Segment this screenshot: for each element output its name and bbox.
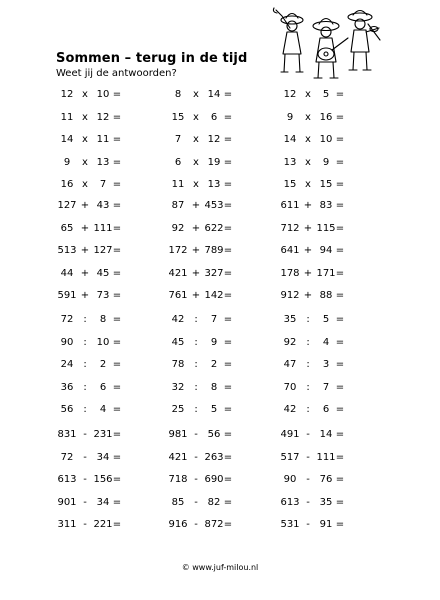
operand-b: 35 bbox=[319, 496, 333, 508]
operand-a: 85 bbox=[171, 496, 185, 508]
operator-divide: : bbox=[194, 381, 198, 393]
operand-a: 14 bbox=[60, 134, 74, 145]
operator-divide: : bbox=[83, 404, 87, 415]
operator-minus: - bbox=[306, 474, 310, 485]
equals-sign: = bbox=[223, 381, 233, 393]
exercise-row bbox=[0, 267, 440, 281]
equals-sign: = bbox=[335, 111, 345, 123]
operand-a: 611 bbox=[280, 200, 300, 211]
operand-a: 24 bbox=[60, 359, 74, 370]
operand-b: 34 bbox=[96, 451, 110, 463]
operand-b: 9 bbox=[322, 156, 330, 168]
operator-divide: : bbox=[194, 404, 198, 415]
operand-a: 712 bbox=[280, 222, 300, 234]
equals-sign: = bbox=[335, 474, 345, 485]
equals-sign: = bbox=[335, 336, 345, 348]
operand-a: 178 bbox=[280, 267, 300, 279]
operand-a: 7 bbox=[174, 134, 182, 145]
operand-a: 42 bbox=[171, 314, 185, 325]
operand-b: 789 bbox=[204, 245, 224, 256]
exercise-row bbox=[0, 178, 440, 192]
equals-sign: = bbox=[223, 519, 233, 530]
equals-sign: = bbox=[223, 156, 233, 168]
exercise-row bbox=[0, 313, 440, 327]
operand-b: 76 bbox=[319, 474, 333, 485]
equals-sign: = bbox=[335, 359, 345, 370]
equals-sign: = bbox=[223, 200, 233, 211]
operand-b: 7 bbox=[322, 381, 330, 393]
equals-sign: = bbox=[223, 336, 233, 348]
operator-times: x bbox=[305, 111, 311, 123]
equals-sign: = bbox=[335, 245, 345, 256]
equals-sign: = bbox=[112, 474, 122, 485]
operator-plus: + bbox=[80, 267, 90, 279]
equals-sign: = bbox=[112, 359, 122, 370]
worksheet-subtitle: Weet jij de antwoorden? bbox=[56, 68, 177, 79]
operand-b: 3 bbox=[322, 359, 330, 370]
operand-b: 221 bbox=[93, 519, 113, 530]
operand-a: 421 bbox=[168, 267, 188, 279]
operand-a: 90 bbox=[283, 474, 297, 485]
operand-b: 11 bbox=[96, 134, 110, 145]
operand-b: 6 bbox=[210, 111, 218, 123]
operand-b: 6 bbox=[99, 381, 107, 393]
operand-a: 12 bbox=[60, 89, 74, 100]
operand-b: 10 bbox=[96, 336, 110, 348]
equals-sign: = bbox=[223, 404, 233, 415]
equals-sign: = bbox=[223, 245, 233, 256]
equals-sign: = bbox=[223, 474, 233, 485]
operator-divide: : bbox=[306, 314, 310, 325]
operator-divide: : bbox=[194, 359, 198, 370]
operator-divide: : bbox=[306, 359, 310, 370]
equals-sign: = bbox=[112, 222, 122, 234]
operand-b: 4 bbox=[322, 336, 330, 348]
exercise-row bbox=[0, 199, 440, 213]
operand-a: 16 bbox=[60, 179, 74, 190]
operator-minus: - bbox=[194, 451, 198, 463]
operand-b: 127 bbox=[93, 245, 113, 256]
operand-a: 901 bbox=[57, 496, 77, 508]
exercise-row bbox=[0, 496, 440, 510]
operand-a: 591 bbox=[57, 290, 77, 301]
operand-a: 9 bbox=[286, 111, 294, 123]
exercise-row bbox=[0, 244, 440, 258]
operand-a: 718 bbox=[168, 474, 188, 485]
operand-b: 690 bbox=[204, 474, 224, 485]
equals-sign: = bbox=[335, 267, 345, 279]
operand-b: 10 bbox=[96, 89, 110, 100]
operand-a: 13 bbox=[283, 156, 297, 168]
operator-minus: - bbox=[194, 474, 198, 485]
operand-a: 87 bbox=[171, 200, 185, 211]
operand-b: 56 bbox=[207, 429, 221, 440]
operator-minus: - bbox=[194, 429, 198, 440]
operand-b: 5 bbox=[322, 314, 330, 325]
operator-times: x bbox=[305, 179, 311, 190]
equals-sign: = bbox=[335, 404, 345, 415]
operand-b: 7 bbox=[99, 179, 107, 190]
operator-times: x bbox=[305, 156, 311, 168]
operator-times: x bbox=[193, 179, 199, 190]
equals-sign: = bbox=[223, 222, 233, 234]
operand-b: 5 bbox=[210, 404, 218, 415]
operand-b: 12 bbox=[96, 111, 110, 123]
exercise-row bbox=[0, 358, 440, 372]
equals-sign: = bbox=[335, 451, 345, 463]
operand-b: 91 bbox=[319, 519, 333, 530]
operator-plus: + bbox=[191, 222, 201, 234]
operand-a: 36 bbox=[60, 381, 74, 393]
exercise-row bbox=[0, 403, 440, 417]
equals-sign: = bbox=[223, 89, 233, 100]
operand-b: 142 bbox=[204, 290, 224, 301]
operand-b: 156 bbox=[93, 474, 113, 485]
equals-sign: = bbox=[112, 245, 122, 256]
operand-a: 90 bbox=[60, 336, 74, 348]
equals-sign: = bbox=[223, 290, 233, 301]
operator-times: x bbox=[82, 179, 88, 190]
operand-a: 11 bbox=[60, 111, 74, 123]
exercise-row bbox=[0, 88, 440, 102]
operator-times: x bbox=[305, 134, 311, 145]
operand-b: 4 bbox=[99, 404, 107, 415]
operand-b: 43 bbox=[96, 200, 110, 211]
operator-times: x bbox=[82, 134, 88, 145]
operand-a: 78 bbox=[171, 359, 185, 370]
equals-sign: = bbox=[112, 290, 122, 301]
operand-a: 517 bbox=[280, 451, 300, 463]
operand-a: 32 bbox=[171, 381, 185, 393]
equals-sign: = bbox=[112, 429, 122, 440]
operand-a: 25 bbox=[171, 404, 185, 415]
operator-minus: - bbox=[306, 451, 310, 463]
operand-a: 761 bbox=[168, 290, 188, 301]
operator-divide: : bbox=[306, 404, 310, 415]
operator-times: x bbox=[193, 111, 199, 123]
operator-divide: : bbox=[194, 314, 198, 325]
operand-b: 2 bbox=[210, 359, 218, 370]
equals-sign: = bbox=[112, 451, 122, 463]
operator-plus: + bbox=[191, 200, 201, 211]
operand-a: 172 bbox=[168, 245, 188, 256]
operator-plus: + bbox=[303, 200, 313, 211]
operator-times: x bbox=[82, 156, 88, 168]
operand-a: 981 bbox=[168, 429, 188, 440]
worksheet-header bbox=[56, 51, 247, 79]
operand-a: 15 bbox=[171, 111, 185, 123]
operand-a: 12 bbox=[283, 89, 297, 100]
operand-a: 127 bbox=[57, 200, 77, 211]
operand-a: 92 bbox=[171, 222, 185, 234]
equals-sign: = bbox=[112, 267, 122, 279]
operand-a: 613 bbox=[57, 474, 77, 485]
operator-times: x bbox=[193, 89, 199, 100]
operator-minus: - bbox=[194, 519, 198, 530]
operand-b: 327 bbox=[204, 267, 224, 279]
operand-a: 47 bbox=[283, 359, 297, 370]
operator-divide: : bbox=[306, 381, 310, 393]
exercise-row bbox=[0, 156, 440, 170]
operand-a: 15 bbox=[283, 179, 297, 190]
operator-divide: : bbox=[83, 336, 87, 348]
operator-divide: : bbox=[83, 381, 87, 393]
equals-sign: = bbox=[335, 429, 345, 440]
equals-sign: = bbox=[335, 519, 345, 530]
operand-b: 115 bbox=[316, 222, 336, 234]
equals-sign: = bbox=[112, 200, 122, 211]
operand-a: 11 bbox=[171, 179, 185, 190]
operand-b: 15 bbox=[319, 179, 333, 190]
equals-sign: = bbox=[223, 134, 233, 145]
operand-b: 16 bbox=[319, 111, 333, 123]
operand-b: 8 bbox=[99, 314, 107, 325]
equals-sign: = bbox=[335, 496, 345, 508]
operand-b: 622 bbox=[204, 222, 224, 234]
operand-a: 56 bbox=[60, 404, 74, 415]
operand-a: 531 bbox=[280, 519, 300, 530]
operand-a: 9 bbox=[63, 156, 71, 168]
operand-a: 45 bbox=[171, 336, 185, 348]
operand-a: 14 bbox=[283, 134, 297, 145]
operator-plus: + bbox=[303, 222, 313, 234]
operand-a: 912 bbox=[280, 290, 300, 301]
operand-b: 111 bbox=[316, 451, 336, 463]
equals-sign: = bbox=[112, 381, 122, 393]
operand-b: 14 bbox=[207, 89, 221, 100]
operand-a: 42 bbox=[283, 404, 297, 415]
operand-b: 6 bbox=[322, 404, 330, 415]
equals-sign: = bbox=[223, 429, 233, 440]
exercise-row bbox=[0, 336, 440, 350]
operator-minus: - bbox=[194, 496, 198, 508]
operand-b: 13 bbox=[207, 179, 221, 190]
exercise-row bbox=[0, 222, 440, 236]
operand-b: 13 bbox=[96, 156, 110, 168]
operator-times: x bbox=[193, 134, 199, 145]
equals-sign: = bbox=[223, 359, 233, 370]
operand-a: 72 bbox=[60, 314, 74, 325]
exercise-row bbox=[0, 133, 440, 147]
operand-b: 231 bbox=[93, 429, 113, 440]
equals-sign: = bbox=[112, 519, 122, 530]
operator-plus: + bbox=[191, 245, 201, 256]
exercise-row bbox=[0, 111, 440, 125]
operator-divide: : bbox=[194, 336, 198, 348]
operator-times: x bbox=[193, 156, 199, 168]
equals-sign: = bbox=[223, 314, 233, 325]
operand-a: 72 bbox=[60, 451, 74, 463]
operand-a: 513 bbox=[57, 245, 77, 256]
operator-times: x bbox=[82, 111, 88, 123]
equals-sign: = bbox=[223, 451, 233, 463]
operand-b: 111 bbox=[93, 222, 113, 234]
operand-a: 421 bbox=[168, 451, 188, 463]
operand-b: 14 bbox=[319, 429, 333, 440]
operand-b: 5 bbox=[322, 89, 330, 100]
operator-divide: : bbox=[83, 359, 87, 370]
operator-plus: + bbox=[303, 290, 313, 301]
equals-sign: = bbox=[335, 134, 345, 145]
exercise-row bbox=[0, 451, 440, 465]
operand-a: 831 bbox=[57, 429, 77, 440]
operand-b: 19 bbox=[207, 156, 221, 168]
equals-sign: = bbox=[112, 156, 122, 168]
operand-b: 8 bbox=[210, 381, 218, 393]
operator-times: x bbox=[82, 89, 88, 100]
operator-minus: - bbox=[83, 496, 87, 508]
operator-plus: + bbox=[80, 200, 90, 211]
operand-b: 45 bbox=[96, 267, 110, 279]
worksheet-title: Sommen – terug in de tijd bbox=[56, 51, 248, 66]
operand-b: 872 bbox=[204, 519, 224, 530]
equals-sign: = bbox=[223, 496, 233, 508]
operator-plus: + bbox=[303, 267, 313, 279]
equals-sign: = bbox=[112, 134, 122, 145]
equals-sign: = bbox=[112, 179, 122, 190]
equals-sign: = bbox=[335, 314, 345, 325]
operator-times: x bbox=[305, 89, 311, 100]
operator-minus: - bbox=[83, 519, 87, 530]
operand-a: 613 bbox=[280, 496, 300, 508]
copyright-footer: © www.juf-milou.nl bbox=[181, 563, 259, 572]
operand-a: 491 bbox=[280, 429, 300, 440]
equals-sign: = bbox=[112, 314, 122, 325]
operand-b: 88 bbox=[319, 290, 333, 301]
operand-a: 44 bbox=[60, 267, 74, 279]
operand-b: 7 bbox=[210, 314, 218, 325]
equals-sign: = bbox=[335, 89, 345, 100]
equals-sign: = bbox=[335, 200, 345, 211]
operator-minus: - bbox=[306, 429, 310, 440]
operator-plus: + bbox=[303, 245, 313, 256]
exercise-row bbox=[0, 473, 440, 487]
operator-minus: - bbox=[83, 451, 87, 463]
equals-sign: = bbox=[223, 179, 233, 190]
exercise-row bbox=[0, 428, 440, 442]
operand-b: 171 bbox=[316, 267, 336, 279]
operand-b: 73 bbox=[96, 290, 110, 301]
operand-a: 6 bbox=[174, 156, 182, 168]
operand-b: 94 bbox=[319, 245, 333, 256]
operand-b: 10 bbox=[319, 134, 333, 145]
equals-sign: = bbox=[112, 89, 122, 100]
equals-sign: = bbox=[335, 381, 345, 393]
operand-b: 82 bbox=[207, 496, 221, 508]
equals-sign: = bbox=[112, 111, 122, 123]
exercise-row bbox=[0, 518, 440, 532]
operator-plus: + bbox=[80, 245, 90, 256]
equals-sign: = bbox=[335, 222, 345, 234]
operand-b: 263 bbox=[204, 451, 224, 463]
operand-b: 83 bbox=[319, 200, 333, 211]
operator-minus: - bbox=[83, 474, 87, 485]
equals-sign: = bbox=[335, 156, 345, 168]
operator-plus: + bbox=[80, 222, 90, 234]
exercise-row bbox=[0, 289, 440, 303]
operand-b: 2 bbox=[99, 359, 107, 370]
operator-plus: + bbox=[80, 290, 90, 301]
operand-a: 70 bbox=[283, 381, 297, 393]
operand-b: 9 bbox=[210, 336, 218, 348]
operator-plus: + bbox=[191, 290, 201, 301]
operand-a: 92 bbox=[283, 336, 297, 348]
equals-sign: = bbox=[112, 336, 122, 348]
operator-minus: - bbox=[306, 496, 310, 508]
operand-b: 453 bbox=[204, 200, 224, 211]
musicians-illustration-icon bbox=[268, 6, 382, 86]
operand-a: 8 bbox=[174, 89, 182, 100]
equals-sign: = bbox=[112, 404, 122, 415]
operator-divide: : bbox=[83, 314, 87, 325]
operand-a: 916 bbox=[168, 519, 188, 530]
operand-a: 311 bbox=[57, 519, 77, 530]
operator-minus: - bbox=[83, 429, 87, 440]
operand-b: 12 bbox=[207, 134, 221, 145]
operator-divide: : bbox=[306, 336, 310, 348]
operand-a: 35 bbox=[283, 314, 297, 325]
exercise-row bbox=[0, 381, 440, 395]
equals-sign: = bbox=[335, 179, 345, 190]
equals-sign: = bbox=[112, 496, 122, 508]
equals-sign: = bbox=[335, 290, 345, 301]
operand-a: 641 bbox=[280, 245, 300, 256]
operator-plus: + bbox=[191, 267, 201, 279]
equals-sign: = bbox=[223, 111, 233, 123]
equals-sign: = bbox=[223, 267, 233, 279]
operand-a: 65 bbox=[60, 222, 74, 234]
operand-b: 34 bbox=[96, 496, 110, 508]
operator-minus: - bbox=[306, 519, 310, 530]
